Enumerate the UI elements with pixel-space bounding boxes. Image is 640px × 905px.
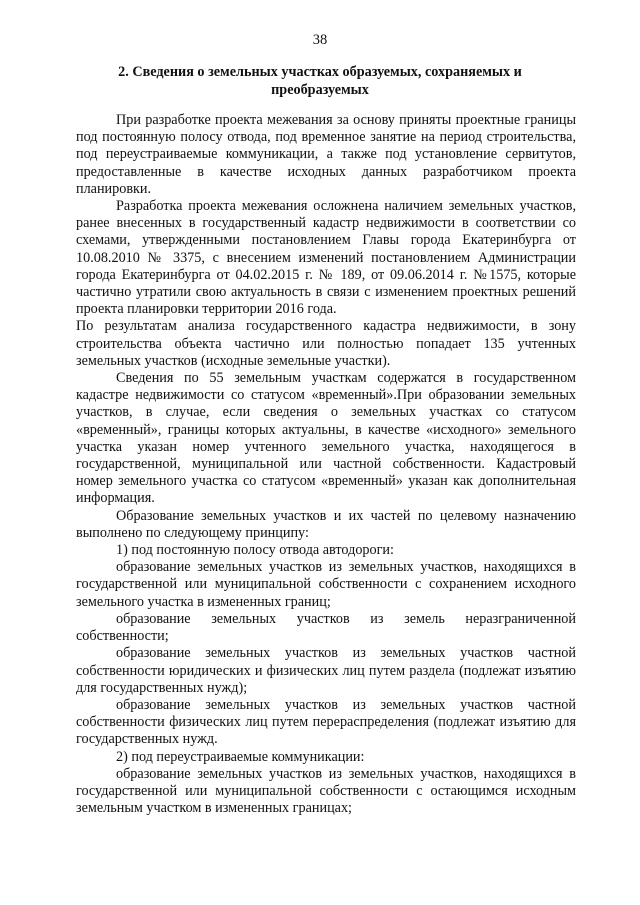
- paragraph-temporary-status: Сведения по 55 земельным участкам содержатся в государственном кадастре недвижимости со статусом «временный».При образовании земельных участков, в случае, если сведения о земельных участках со статусом «временный», границы которых актуальны, в качестве «исходного» земельного участка указан номер учтенного земельного участка, находящегося в государственной, муниципальной или частной собственности. Кадастровый номер земельного участка со статусом «временный» указан как дополнительная информация.: [76, 370, 576, 507]
- list-heading-utilities: 2) под переустраиваемые коммуникации:: [116, 748, 365, 765]
- list-heading-road-strip: 1) под постоянную полосу отвода автодороги:: [116, 542, 394, 559]
- paragraph-cadastre-analysis: По результатам анализа государственного кадастра недвижимости, в зону строительства объекта частично или полностью попадает 135 учтенных земельных участков (исходные земельные участки).: [76, 318, 576, 369]
- list-item: образование земельных участков из земельных участков, находящихся в государственной или муниципальной собственности с остающимся исходным земельным участком в измененных границах;: [76, 765, 576, 817]
- list-item: образование земельных участков из земельных участков частной собственности юридических и физических лиц путем раздела (подлежат изъятию для государственных нужд);: [76, 645, 576, 696]
- body-text: [76, 112, 576, 817]
- list-item: образование земельных участков из земель неразграниченной собственности;: [76, 610, 576, 645]
- paragraph-project-boundaries: При разработке проекта межевания за основу приняты проектные границы под постоянную полосу отвода, под временное занятие на период строительства, под переустраиваемые коммуникации, а также под установление сервитутов, предоставленные в качестве исходных данных разработчиком проекта планировки.: [76, 112, 576, 197]
- page-number: 38: [312, 32, 328, 48]
- list-item: образование земельных участков из земельных участков частной собственности физических лиц путем перераспределения (подлежат изъятию для государственных нужд.: [76, 696, 576, 748]
- paragraph-formation-principle: Образование земельных участков и их частей по целевому назначению выполнено по следующему принципу:: [76, 507, 576, 541]
- list-item: образование земельных участков из земельных участков, находящихся в государственной или муниципальной собственности с сохранением исходного земельного участка в измененных границ;: [76, 559, 576, 610]
- section-heading: 2. Сведения о земельных участках образуемых, сохраняемых и преобразуемых: [118, 64, 522, 98]
- paragraph-complications: Разработка проекта межевания осложнена наличием земельных участков, ранее внесенных в государственный кадастр недвижимости в соответствии со схемами, утвержденными постановлением Главы города Екатеринбурга от 10.08.2010 № 3375, с внесением изменений постановлением Администрации города Екатеринбурга от 04.02.2015 г. № 189, от 09.06.2014 г. №1575, которые частично утратили свою актуальность в связи с изменением проектных решений проекта планировки территории 2016 года.: [76, 198, 576, 318]
